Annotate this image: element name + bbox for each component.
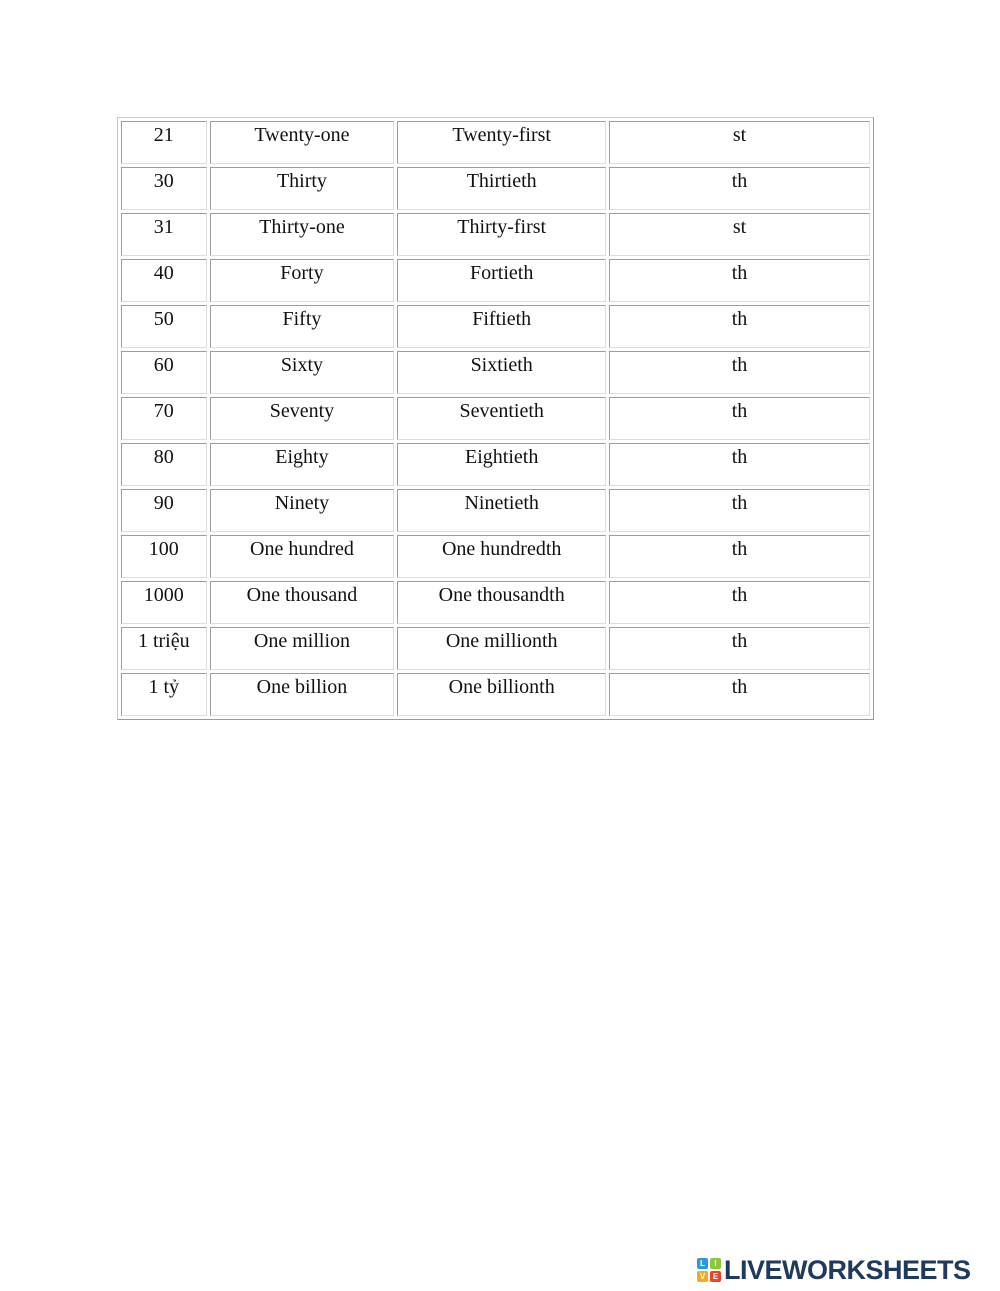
ordinal-cell: Eightieth [397, 443, 606, 486]
logo-block: V [697, 1271, 708, 1282]
number-cell: 100 [121, 535, 207, 578]
table-row [121, 305, 870, 348]
cardinal-cell: Seventy [210, 397, 395, 440]
cardinal-cell: Sixty [210, 351, 395, 394]
suffix-cell: st [609, 213, 870, 256]
cardinal-cell: Thirty [210, 167, 395, 210]
number-cell: 50 [121, 305, 207, 348]
cardinal-cell: One hundred [210, 535, 395, 578]
number-cell: 1000 [121, 581, 207, 624]
ordinal-cell: One millionth [397, 627, 606, 670]
cardinal-cell: Twenty-one [210, 121, 395, 164]
number-cell: 60 [121, 351, 207, 394]
suffix-cell: th [609, 581, 870, 624]
cardinal-cell: One billion [210, 673, 395, 716]
logo-block: E [710, 1271, 721, 1282]
ordinal-cell: Sixtieth [397, 351, 606, 394]
number-cell: 21 [121, 121, 207, 164]
number-cell: 31 [121, 213, 207, 256]
ordinal-cell: One billionth [397, 673, 606, 716]
table-body [121, 121, 870, 716]
suffix-cell: th [609, 627, 870, 670]
number-cell: 70 [121, 397, 207, 440]
cardinal-cell: One thousand [210, 581, 395, 624]
liveworksheets-logo [697, 1255, 971, 1285]
ordinal-cell: Seventieth [397, 397, 606, 440]
suffix-cell: th [609, 443, 870, 486]
number-cell: 30 [121, 167, 207, 210]
table-row [121, 213, 870, 256]
number-cell: 1 triệu [121, 627, 207, 670]
ordinal-cell: One thousandth [397, 581, 606, 624]
table-row [121, 673, 870, 716]
logo-block: L [697, 1258, 708, 1269]
suffix-cell: th [609, 351, 870, 394]
suffix-cell: th [609, 259, 870, 302]
cardinal-cell: One million [210, 627, 395, 670]
suffix-cell: th [609, 535, 870, 578]
cardinal-cell: Fifty [210, 305, 395, 348]
logo-block: I [710, 1258, 721, 1269]
cardinal-cell: Ninety [210, 489, 395, 532]
table-row [121, 167, 870, 210]
ordinal-cell: Fiftieth [397, 305, 606, 348]
suffix-cell: th [609, 167, 870, 210]
table-row [121, 351, 870, 394]
suffix-cell: th [609, 489, 870, 532]
suffix-cell: th [609, 397, 870, 440]
number-cell: 80 [121, 443, 207, 486]
ordinal-cell: Twenty-first [397, 121, 606, 164]
table-row [121, 581, 870, 624]
number-cell: 1 tỷ [121, 673, 207, 716]
ordinal-cell: One hundredth [397, 535, 606, 578]
brand-name: LIVEWORKSHEETS [724, 1255, 971, 1285]
table-row [121, 535, 870, 578]
suffix-cell: st [609, 121, 870, 164]
table-row [121, 259, 870, 302]
table-row [121, 443, 870, 486]
cardinal-cell: Forty [210, 259, 395, 302]
logo-blocks-icon [697, 1258, 721, 1282]
ordinal-cell: Ninetieth [397, 489, 606, 532]
suffix-cell: th [609, 305, 870, 348]
suffix-cell: th [609, 673, 870, 716]
table-row [121, 489, 870, 532]
number-cell: 90 [121, 489, 207, 532]
ordinal-numbers-table [117, 117, 874, 720]
number-cell: 40 [121, 259, 207, 302]
cardinal-cell: Thirty-one [210, 213, 395, 256]
ordinal-cell: Fortieth [397, 259, 606, 302]
table-row [121, 397, 870, 440]
table-row [121, 627, 870, 670]
ordinal-cell: Thirtieth [397, 167, 606, 210]
cardinal-cell: Eighty [210, 443, 395, 486]
ordinal-cell: Thirty-first [397, 213, 606, 256]
table-row [121, 121, 870, 164]
